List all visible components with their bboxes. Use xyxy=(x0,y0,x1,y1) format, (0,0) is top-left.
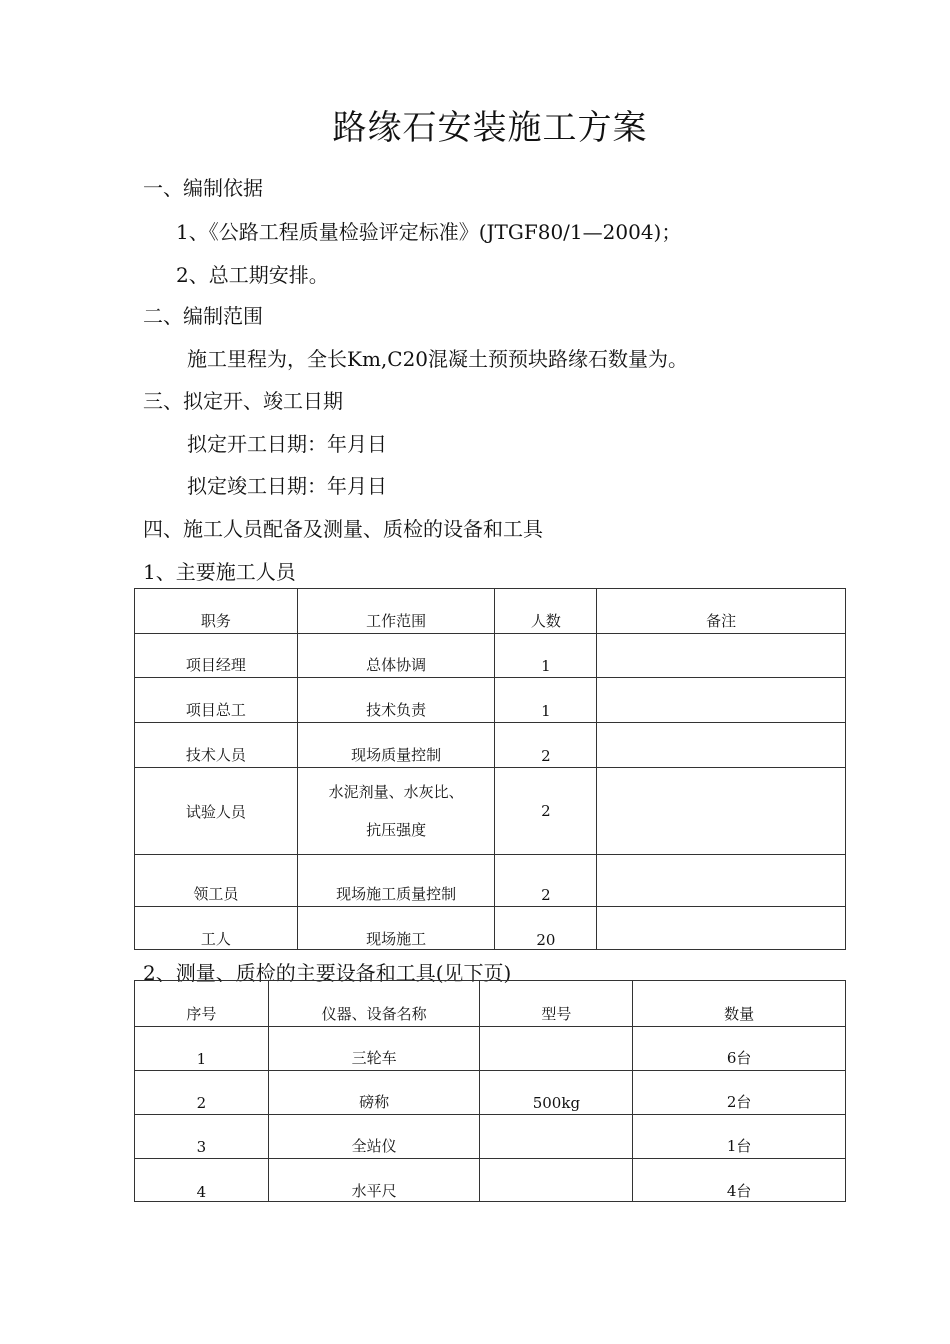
header-cell: 数量 xyxy=(633,981,846,1027)
table-row xyxy=(135,1071,846,1115)
quantity-cell: 4台 xyxy=(633,1159,846,1202)
scope-line-2: 抗压强度 xyxy=(366,821,427,839)
name-cell: 三轮车 xyxy=(268,1027,480,1071)
note-cell xyxy=(597,634,846,678)
basis-item-2: 2、总工期安排。 xyxy=(176,263,329,287)
count-cell: 2 xyxy=(495,768,597,855)
table-row xyxy=(135,1027,846,1071)
scope-cell: 现场质量控制 xyxy=(297,723,495,768)
count-cell: 2 xyxy=(495,723,597,768)
scope-text: 施工里程为，全长Km,C20混凝土预预块路缘石数量为。 xyxy=(187,347,689,371)
count-cell: 1 xyxy=(495,634,597,678)
scope-cell xyxy=(297,768,495,855)
role-cell: 工人 xyxy=(135,907,298,950)
staff-table xyxy=(134,588,846,950)
table-row xyxy=(135,1159,846,1202)
table-header-row xyxy=(135,589,846,634)
note-cell xyxy=(597,678,846,723)
header-cell: 备注 xyxy=(597,589,846,634)
role-cell: 技术人员 xyxy=(135,723,298,768)
table-header-row xyxy=(135,981,846,1027)
table-row xyxy=(135,678,846,723)
document-title: 路缘石安装施工方案 xyxy=(332,108,648,148)
note-cell xyxy=(597,768,846,855)
role-cell: 试验人员 xyxy=(135,768,298,855)
table-row xyxy=(135,768,846,855)
table-row xyxy=(135,634,846,678)
table-row xyxy=(135,907,846,950)
count-cell: 2 xyxy=(495,855,597,907)
model-cell: 500kg xyxy=(480,1071,633,1115)
quantity-cell: 1台 xyxy=(633,1115,846,1159)
header-cell: 型号 xyxy=(480,981,633,1027)
number-cell: 4 xyxy=(135,1159,269,1202)
count-cell: 20 xyxy=(495,907,597,950)
header-cell: 人数 xyxy=(495,589,597,634)
quantity-cell: 2台 xyxy=(633,1071,846,1115)
scope-cell: 现场施工 xyxy=(297,907,495,950)
number-cell: 1 xyxy=(135,1027,269,1071)
scope-line-1: 水泥剂量、水灰比、 xyxy=(328,783,464,801)
equipment-table xyxy=(134,980,846,1202)
name-cell: 全站仪 xyxy=(268,1115,480,1159)
scope-cell: 总体协调 xyxy=(297,634,495,678)
quantity-cell: 6台 xyxy=(633,1027,846,1071)
header-cell: 仪器、设备名称 xyxy=(268,981,480,1027)
table-row xyxy=(135,1115,846,1159)
table-row xyxy=(135,723,846,768)
scope-cell: 技术负责 xyxy=(297,678,495,723)
count-cell: 1 xyxy=(495,678,597,723)
number-cell: 2 xyxy=(135,1071,269,1115)
section-1-heading: 一、编制依据 xyxy=(143,176,263,200)
section-3-heading: 三、拟定开、竣工日期 xyxy=(143,389,343,413)
header-cell: 职务 xyxy=(135,589,298,634)
note-cell xyxy=(597,907,846,950)
model-cell xyxy=(480,1027,633,1071)
end-date: 拟定竣工日期：年月日 xyxy=(187,474,387,498)
table-row xyxy=(135,855,846,907)
start-date: 拟定开工日期：年月日 xyxy=(187,432,387,456)
role-cell: 领工员 xyxy=(135,855,298,907)
role-cell: 项目总工 xyxy=(135,678,298,723)
model-cell xyxy=(480,1159,633,1202)
basis-item-1: 1、《公路工程质量检验评定标准》(JTGF80/1—2004)； xyxy=(176,220,682,244)
header-cell: 工作范围 xyxy=(297,589,495,634)
name-cell: 水平尺 xyxy=(268,1159,480,1202)
number-cell: 3 xyxy=(135,1115,269,1159)
name-cell: 磅称 xyxy=(268,1071,480,1115)
note-cell xyxy=(597,723,846,768)
equipment-subheading: 2、测量、质检的主要设备和工具(见下页) xyxy=(143,961,512,985)
model-cell xyxy=(480,1115,633,1159)
role-cell: 项目经理 xyxy=(135,634,298,678)
header-cell: 序号 xyxy=(135,981,269,1027)
section-2-heading: 二、编制范围 xyxy=(143,304,263,328)
scope-cell: 现场施工质量控制 xyxy=(297,855,495,907)
section-4-heading: 四、施工人员配备及测量、质检的设备和工具 xyxy=(143,517,543,541)
staff-subheading: 1、主要施工人员 xyxy=(143,560,296,584)
note-cell xyxy=(597,855,846,907)
